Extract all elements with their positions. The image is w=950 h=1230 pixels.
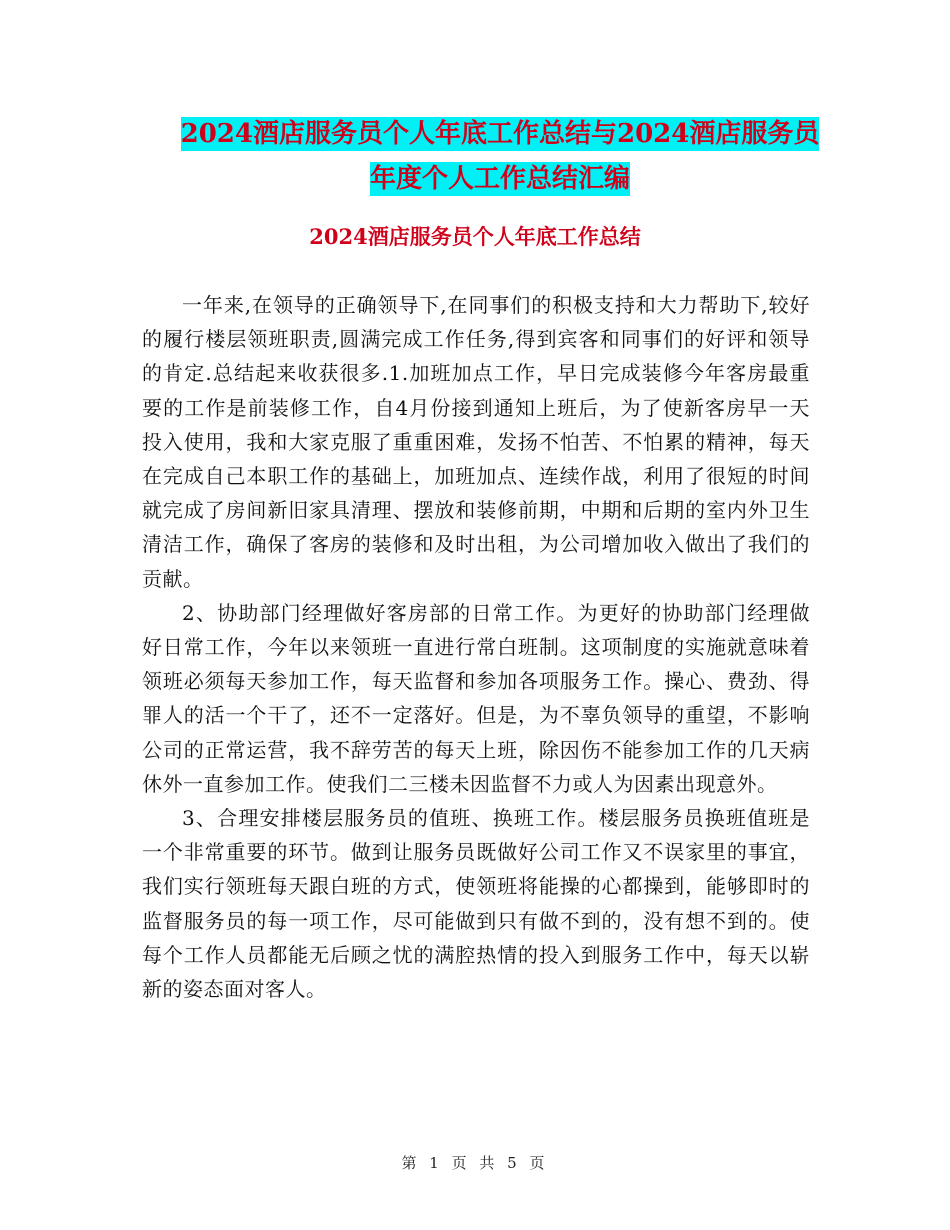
title-line-1: 2024酒店服务员个人年底工作总结与2024酒店服务员 bbox=[180, 119, 820, 149]
paragraph-3: 3、合理安排楼层服务员的值班、换班工作。楼层服务员换班值班是一个非常重要的环节。做到让服务员既做好公司工作又不误家里的事宜，我们实行领班每天跟白班的方式，使领班将能操的心都操到，能够即时的监督服务员的每一项工作，尽可能做到只有做不到的，没有想不到的。使每个工作人员都能无后顾之忧的满腔热情的投入到服务工作中，每天以崭新的姿态面对客人。 bbox=[142, 806, 810, 1002]
document-title bbox=[140, 112, 860, 202]
document-body bbox=[142, 288, 810, 1006]
title-line-2: 年度个人工作总结汇编 bbox=[369, 164, 630, 194]
section-title: 2024酒店服务员个人年底工作总结 bbox=[309, 224, 641, 249]
paragraph-1: 一年来,在领导的正确领导下,在同事们的积极支持和大力帮助下,较好的履行楼层领班职责,圆满完成工作任务,得到宾客和同事们的好评和领导的肯定.总结起来收获很多.1.加班加点工作，早日完成装修今年客房最重要的工作是前装修工作，自4月份接到通知上班后，为了使新客房早一天投入使用，我和大家克服了重重困难，发扬不怕苦、不怕累的精神，每天在完成自己本职工作的基础上，加班加点、连续作战，利用了很短的时间就完成了房间新旧家具清理、摆放和装修前期，中期和后期的室内外卫生清洁工作，确保了客房的装修和及时出租，为公司增加收入做出了我们的贡献。 bbox=[142, 293, 810, 591]
page-footer: 第 1 页 共 5 页 bbox=[401, 1154, 549, 1172]
paragraph-2: 2、协助部门经理做好客房部的日常工作。为更好的协助部门经理做好日常工作，今年以来领班一直进行常白班制。这项制度的实施就意味着领班必须每天参加工作，每天监督和参加各项服务工作。操心、费劲、得罪人的活一个干了，还不一定落好。但是，为不辜负领导的重望，不影响公司的正常运营，我不辞劳苦的每天上班，除因伤不能参加工作的几天病休外一直参加工作。使我们二三楼未因监督不力或人为因素出现意外。 bbox=[142, 600, 810, 796]
